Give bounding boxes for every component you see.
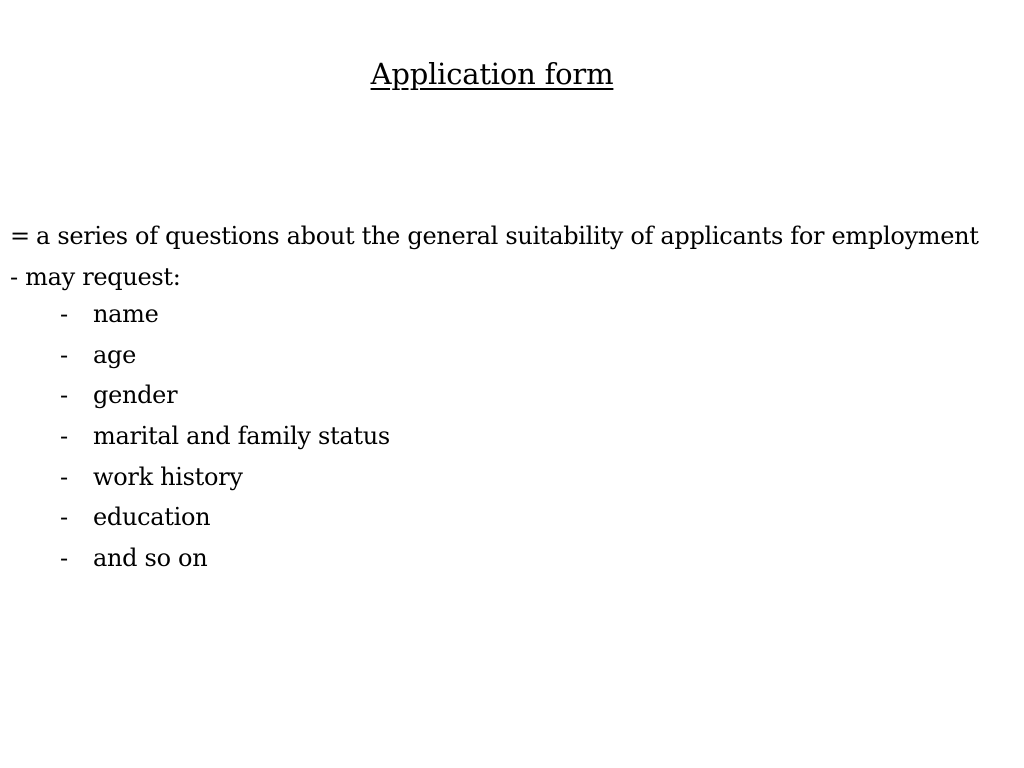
list-item-text: and so on [93, 544, 208, 573]
list-item-name [10, 294, 1000, 335]
list-item-text: work history [93, 462, 243, 491]
request-text: may request: [25, 263, 181, 291]
slide-body [10, 220, 1000, 579]
definition-marker: = [10, 222, 30, 250]
slide-title: Application form [370, 57, 614, 91]
list-item-marker: - [60, 422, 68, 451]
list-item-age [10, 335, 1000, 376]
list-item-text: age [93, 340, 136, 369]
list-item-marker: - [60, 340, 68, 369]
list-item-marital-status [10, 416, 1000, 457]
list-item-text: name [93, 300, 159, 328]
definition-paragraph [10, 220, 1000, 253]
list-item-text: education [93, 503, 211, 532]
request-marker: - [10, 263, 18, 291]
list-item-marker: - [60, 381, 68, 410]
list-item-text: gender [93, 381, 178, 410]
list-item-marker: - [60, 503, 68, 532]
requested-items-list [10, 294, 1000, 579]
list-item-and-so-on [10, 538, 1000, 579]
list-item-education [10, 497, 1000, 538]
list-item-marker: - [60, 300, 68, 328]
request-line [10, 261, 1000, 294]
list-item-text: marital and family status [93, 422, 390, 451]
list-item-work-history [10, 457, 1000, 498]
list-item-marker: - [60, 544, 68, 573]
list-item-gender [10, 375, 1000, 416]
definition-text: a series of questions about the general suitability of applicants for employment [36, 222, 979, 250]
list-item-marker: - [60, 462, 68, 491]
